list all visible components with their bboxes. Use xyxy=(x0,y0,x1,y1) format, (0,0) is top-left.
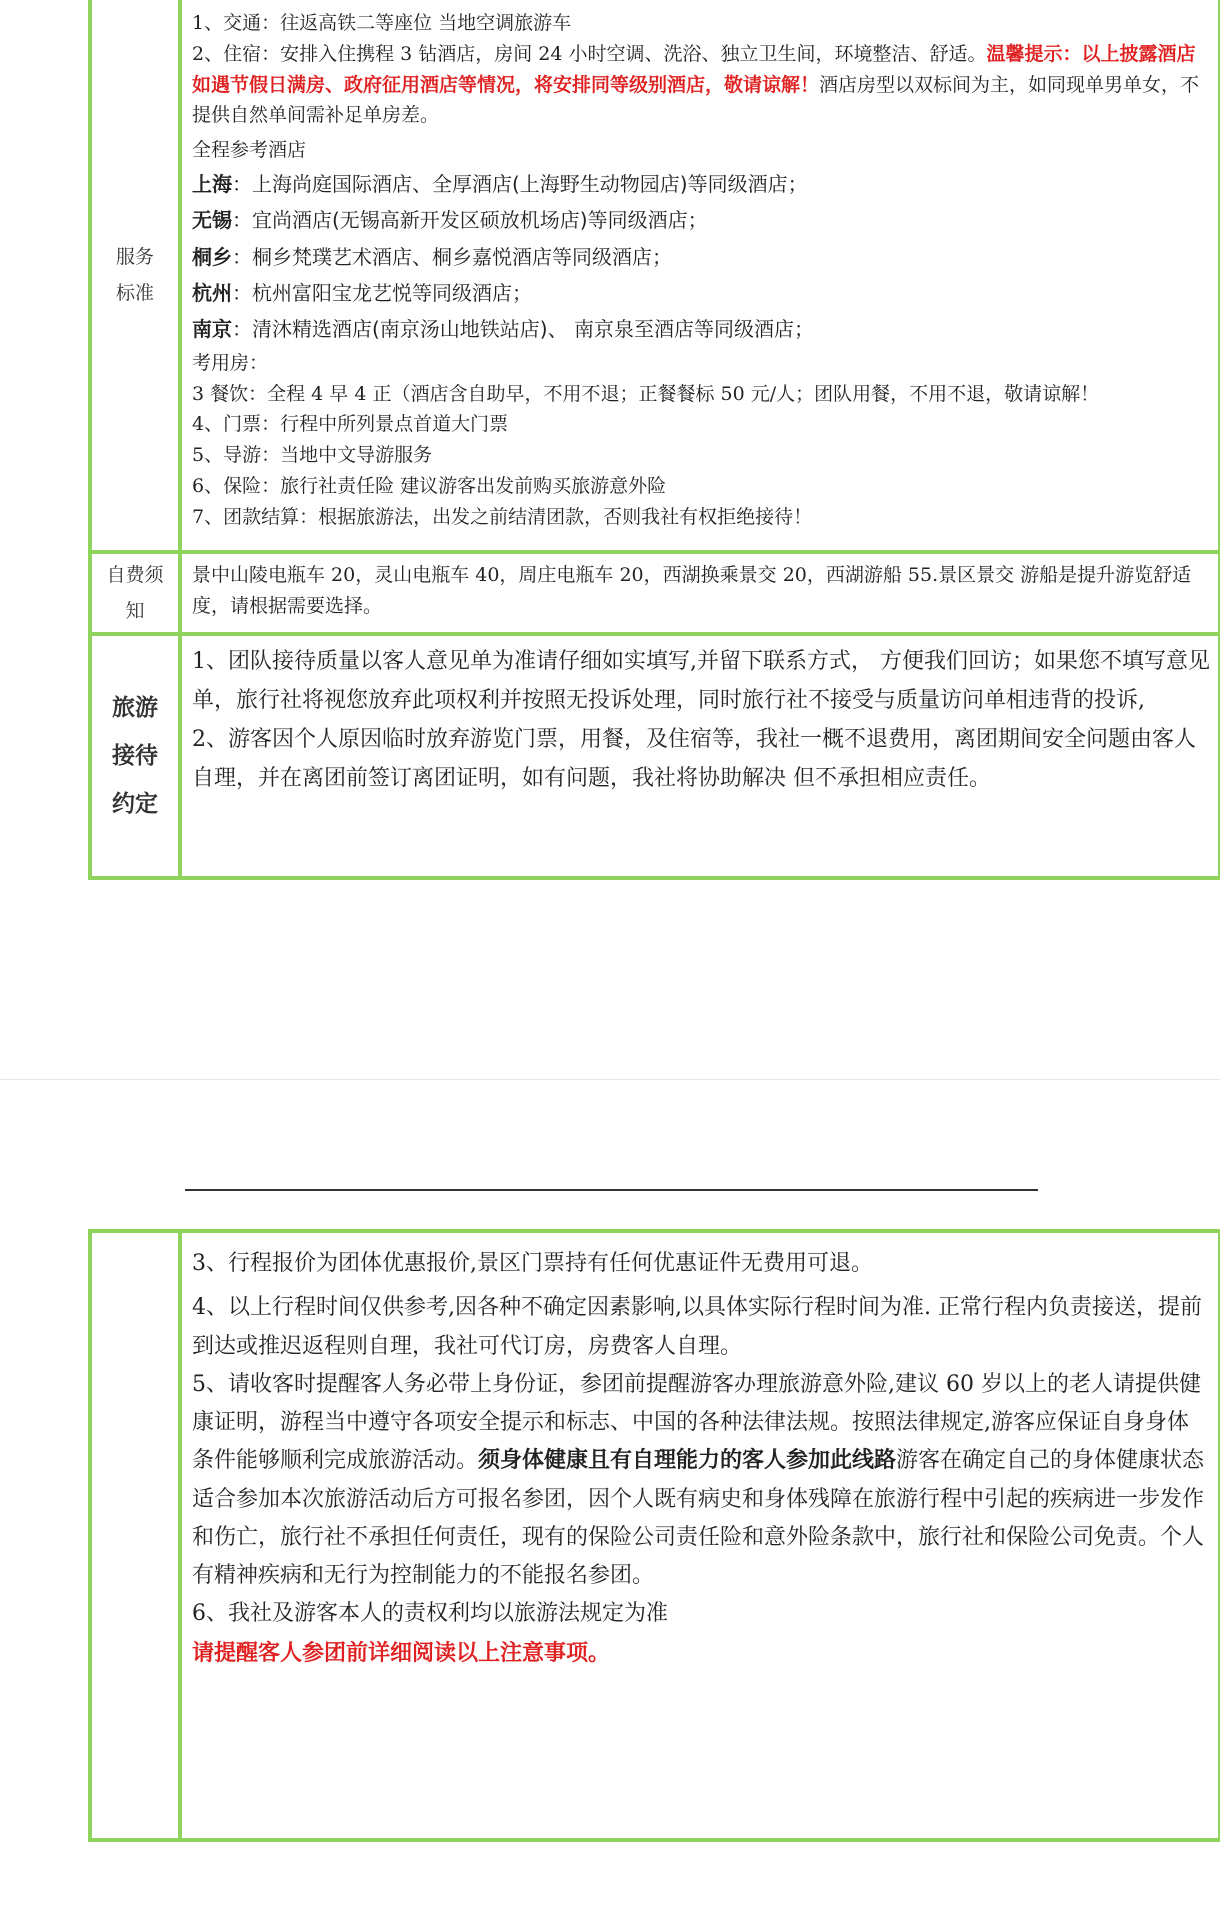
page-break-divider xyxy=(0,1079,1220,1080)
hotel-line xyxy=(192,311,1210,347)
note-3-text: 3、行程报价为团体优惠报价,景区门票 xyxy=(192,1251,565,1276)
hotel-city: 南京 xyxy=(192,317,232,342)
hotel-text: ：清沐精选酒店(南京汤山地铁站店)、 南京泉至酒店等同级酒店； xyxy=(232,317,814,342)
note-5-emphasis: 须身体健康且有自理能力的客人参加此线路 xyxy=(478,1448,897,1474)
agreement-label-line2: 接待 xyxy=(112,742,158,769)
standby-rooms: 考用房： xyxy=(192,351,269,374)
service-standard-row xyxy=(92,0,1218,550)
note-item-5 xyxy=(192,1366,1210,1596)
hotel-city: 杭州 xyxy=(192,281,232,305)
hotel-line xyxy=(192,275,1210,311)
hotel-city: 无锡 xyxy=(192,208,232,233)
guide-item: 5、导游：当地中文导游服务 xyxy=(192,444,433,467)
agreement-label xyxy=(92,636,178,876)
self-pay-row xyxy=(92,554,1218,632)
note-item-3 xyxy=(192,1245,1210,1283)
hotel-text: ：上海尚庭国际酒店、全厚酒店(上海野生动物园店)等同级酒店； xyxy=(232,171,808,196)
tickets-item: 4、门票：行程中所列景点首道大门票 xyxy=(192,413,509,436)
hotel-ref-title: 全程参考酒店 xyxy=(192,139,307,162)
service-label-line2: 标准 xyxy=(115,282,154,304)
transport-item: 1、交通：往返高铁二等座位 当地空调旅游车 xyxy=(192,12,572,34)
service-standard-label xyxy=(92,0,178,550)
self-pay-label-line1: 自费须 xyxy=(106,563,164,586)
hotel-city: 上海 xyxy=(192,171,232,196)
hotel-line xyxy=(192,166,1210,202)
agreement-row xyxy=(92,636,1218,876)
note-item-4: 4、以上行程时间仅供参考,因各种不确定因素影响,以具体实际行程时间为准. 正常行程内负责接送，提前到达或推迟返程则自理，我社可代订房，房费客人自理。 xyxy=(192,1295,1202,1359)
lodging-text: 2、住宿：安排入住携程 3 钻酒店，房间 24 小时空调、洗浴、独立卫生间，环境整洁、舒适。 xyxy=(192,42,987,65)
hotel-city: 桐乡 xyxy=(192,244,232,269)
note-5-rest: 游客在确定自己的身体健康状态适合参加本次旅游活动后方可报名参团，因个人既有病史和身体残障在旅游行程中引起的疾病进一步发作和伤亡，旅行社不承担任何责任，现有的保险公司责任险和意外险条款中，旅行社和保险公司免责。个人有精神疾病和无行为控制能力的不能报名参团。 xyxy=(192,1448,1205,1589)
agreement-item-2: 2、游客因个人原因临时放弃游览门票，用餐，及住宿等，我社一概不退费用，离团期间安全问题由客人自理，并在离团前签订离团证明，如有问题，我社将协助解决 但不承担相应责任。 xyxy=(192,727,1197,792)
hotel-text: ：宜尚酒店(无锡高新开发区硕放机场店)等同级酒店； xyxy=(232,208,708,233)
hotel-line xyxy=(192,202,1210,238)
self-pay-text: 景中山陵电瓶车 20，灵山电瓶车 40，周庄电瓶车 20，西湖换乘景交 20，西湖游船 55.景区景交 游船是提升游览舒适度，请根据需要选择。 xyxy=(192,564,1192,617)
lodging-room-note: 酒店房型以双标间为主，如同现单男单女，不提供自然单间需补足单房差。 xyxy=(192,73,1200,127)
lodging-warning: 温馨提示：以上披露酒店如遇节假日满房、政府征用酒店等情况，将安排同等级别酒店，敬请谅解！ xyxy=(192,42,1196,96)
insurance-item: 6、保险：旅行社责任险 建议游客出发前购买旅游意外险 xyxy=(192,474,667,497)
note-3-end: 。 xyxy=(851,1251,874,1276)
service-standard-content xyxy=(182,0,1218,550)
note-item-6: 6、我社及游客本人的责权利均以旅游法规定为准 xyxy=(192,1601,668,1627)
reminder-text: 请提醒客人参团前详细阅读以上注意事项。 xyxy=(192,1639,611,1666)
note-5-text: 5、请收客时提醒客人务必带上身份证，参团前提醒游客办理旅游意外险,建议 60 岁以上的老人请提供健康证明，游程当中遵守各项安全提示和标志、中国的各种法律法规。按照法律规定,游客应保证自身身体条件能够顺利完成旅游活动。 xyxy=(192,1371,1201,1474)
meals-item: 3 餐饮：全程 4 早 4 正（酒店含自助早，不用不退；正餐餐标 50 元/人；团队用餐，不用不退，敬请谅解！ xyxy=(192,382,1100,405)
agreement-label-line1: 旅游 xyxy=(112,694,158,721)
agreement-content xyxy=(182,636,1218,876)
self-pay-label-line2: 知 xyxy=(125,600,145,622)
notes-label-empty xyxy=(92,1233,178,1838)
lodging-item xyxy=(192,39,1210,131)
agreement-label-line3: 约定 xyxy=(112,791,158,818)
notes-content xyxy=(182,1233,1218,1838)
hotel-line xyxy=(192,239,1210,275)
agreement-item-1: 1、团队接待质量以客人意见单为准请仔细如实填写,并留下联系方式， 方便我们回访；如果您不填写意见单，旅行社将视您放弃此项权利并按照无投诉处理，同时旅行社不接受与质量访问单相违背的投诉, xyxy=(192,649,1210,714)
service-label-line1: 服务 xyxy=(115,245,154,268)
horizontal-rule xyxy=(185,1189,1038,1191)
payment-item: 7、团款结算：根据旅游法，出发之前结清团款，否则我社有权拒绝接待！ xyxy=(192,505,813,528)
notes-row xyxy=(92,1233,1218,1838)
self-pay-label xyxy=(92,554,178,632)
notes-table xyxy=(88,1229,1220,1842)
hotel-text: ：桐乡梵璞艺术酒店、桐乡嘉悦酒店等同级酒店； xyxy=(232,244,672,269)
service-terms-table xyxy=(88,0,1220,880)
self-pay-content xyxy=(182,554,1218,632)
hotel-text: ：杭州富阳宝龙艺悦等同级酒店； xyxy=(232,281,532,305)
note-3-emphasis: 持有任何优惠证件无费用可退 xyxy=(565,1251,852,1276)
